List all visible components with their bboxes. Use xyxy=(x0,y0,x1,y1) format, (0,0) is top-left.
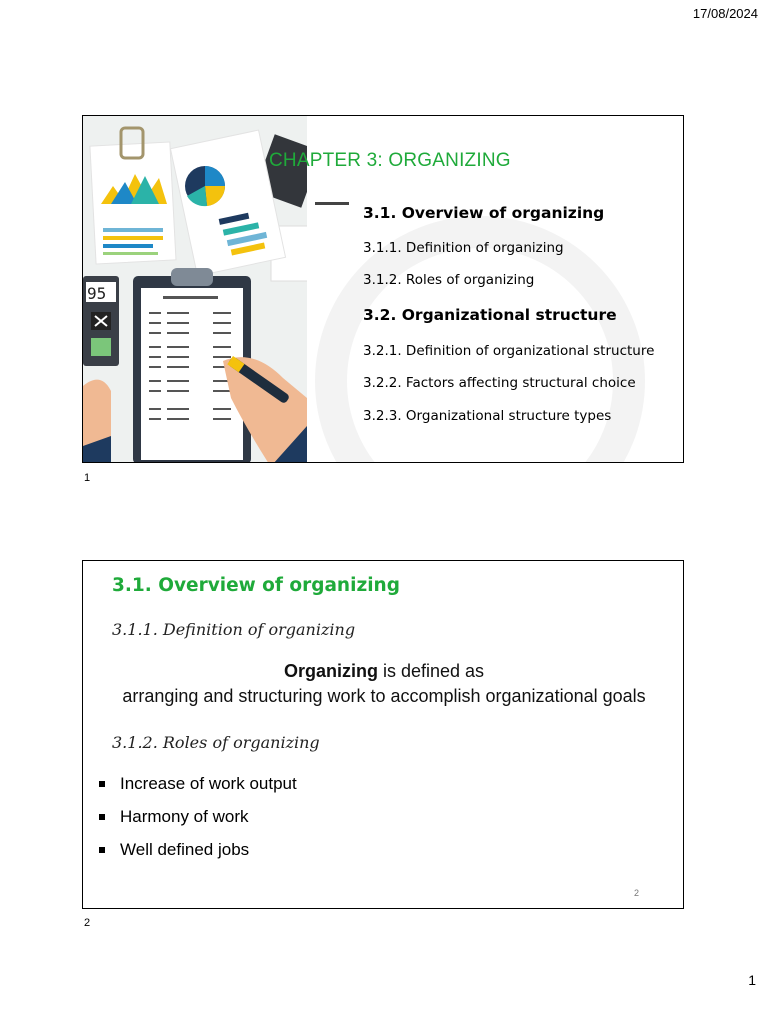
definition-rest: is defined as xyxy=(377,661,485,681)
slide-2 xyxy=(82,560,684,909)
toc-section-3-2: 3.2. Organizational structure xyxy=(363,306,617,324)
definition-text xyxy=(83,659,684,709)
definition-term: Organizing xyxy=(283,661,378,681)
list-item xyxy=(99,771,297,804)
role-text: Harmony of work xyxy=(120,807,249,826)
square-bullet-icon xyxy=(99,847,105,853)
subheading-roles: 3.1.2. Roles of organizing xyxy=(112,733,320,752)
calculator-display: 95 xyxy=(87,284,107,303)
slide-number: 2 xyxy=(633,888,639,898)
slide-caption-2: 2 xyxy=(84,917,91,929)
toc-sub-3-1-1: 3.1.1. Definition of organizing xyxy=(363,240,564,256)
definition-line-1 xyxy=(83,659,684,684)
toc-sub-3-2-2: 3.2.2. Factors affecting structural choice xyxy=(363,375,636,391)
list-item xyxy=(99,837,297,870)
toc-sub-3-2-1: 3.2.1. Definition of organizational structure xyxy=(363,343,655,359)
page-date: 17/08/2024 xyxy=(692,6,758,21)
roles-list xyxy=(99,771,297,870)
page-number: 1 xyxy=(748,972,756,988)
toc-section-3-1: 3.1. Overview of organizing xyxy=(363,204,605,222)
list-item xyxy=(99,804,297,837)
square-bullet-icon xyxy=(99,814,105,820)
slide-title: 3.1. Overview of organizing xyxy=(112,575,400,596)
toc-sub-3-2-3: 3.2.3. Organizational structure types xyxy=(363,408,612,424)
subheading-definition: 3.1.1. Definition of organizing xyxy=(112,620,356,639)
square-bullet-icon xyxy=(99,781,105,787)
toc-sub-3-1-2: 3.1.2. Roles of organizing xyxy=(363,272,535,288)
chapter-title: CHAPTER 3: ORGANIZING xyxy=(269,150,511,171)
role-text: Increase of work output xyxy=(120,774,297,793)
slide-1 xyxy=(82,115,684,463)
role-text: Well defined jobs xyxy=(120,840,250,859)
slide-caption-1: 1 xyxy=(84,472,91,484)
definition-line-2: arranging and structuring work to accomplish organizational goals xyxy=(122,686,646,706)
title-divider xyxy=(315,202,349,205)
